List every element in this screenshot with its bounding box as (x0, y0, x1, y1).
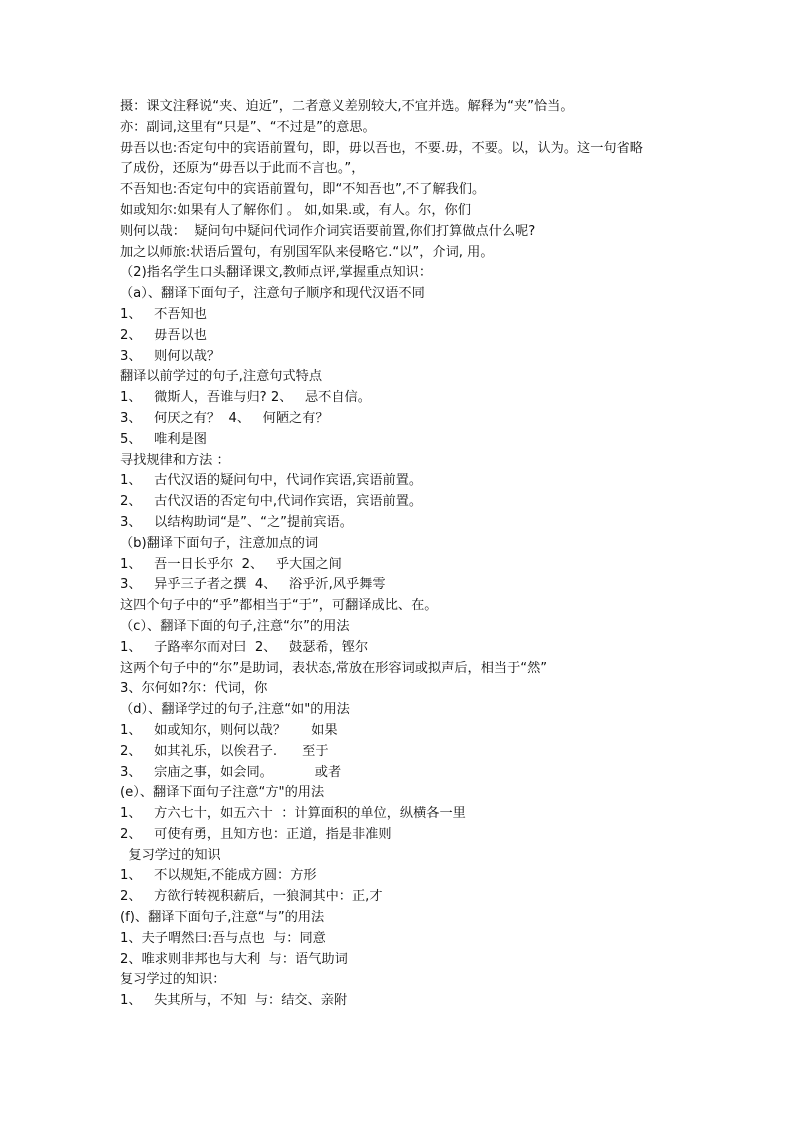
text-line: 2、 毋吾以也 (120, 327, 207, 343)
text-line: 复习学过的知识 (120, 847, 221, 863)
text-line: 加之以师旅:状语后置句，有别国军队来侵略它.“以”，介词, 用。 (120, 244, 494, 260)
text-line: 1、 子路率尔而对曰 2、 鼓瑟希，铿尔 (120, 639, 369, 655)
text-line: (e）、翻译下面句子注意“方"的用法 (120, 785, 325, 801)
text-line: 3、 以结构助词“是”、“之”提前宾语。 (120, 514, 353, 530)
text-line: 2、 可使有勇，且知方也：正道，指是非准则 (120, 826, 392, 842)
document-body (120, 97, 700, 1012)
text-line: 了成份，还原为“毋吾以于此而不言也。”， (120, 161, 365, 177)
text-line: （c）、翻译下面的句子,注意“尔”的用法 (120, 618, 350, 634)
text-line: 3、尔何如?尔：代词，你 (120, 681, 268, 697)
text-line: （2)指名学生口头翻译课文,教师点评,掌握重点知识： (120, 265, 433, 281)
text-line: （b)翻译下面句子，注意加点的词 (120, 535, 319, 551)
text-line: 1、 失其所与，不知 与：结交、亲附 (120, 993, 348, 1009)
text-line: 不吾知也:否定句中的宾语前置句，即“不知吾也”,不了解我们。 (120, 182, 486, 198)
text-line: 1、 方六七十，如五六十 ：计算面积的单位，纵横各一里 (120, 806, 466, 822)
text-line: (f)、翻译下面句子,注意“与”的用法 (120, 910, 325, 926)
text-line: 3、 则何以哉？ (120, 348, 221, 364)
text-line: 1、 如或知尔，则何以哉？ 如果 (120, 722, 338, 738)
text-line: 1、 吾一日长乎尔 2、 乎大国之间 (120, 556, 342, 572)
text-line: 这两个句子中的“尔”是助词，表状态,常放在形容词或拟声后，相当于“然” (120, 660, 548, 676)
text-line: （d）、翻译学过的句子,注意“如"的用法 (120, 702, 350, 718)
text-line: 如或知尔:如果有人了解你们 。 如,如果.或，有人。尔，你们 (120, 202, 471, 218)
text-line: 翻译以前学过的句子,注意句式特点 (120, 369, 323, 385)
text-line: 2、 古代汉语的否定句中,代词作宾语，宾语前置。 (120, 494, 423, 510)
text-line: 毋吾以也:否定句中的宾语前置句，即，毋以吾也，不要.毋，不要。以，认为。这一句省略 (120, 140, 643, 156)
text-line: 1、 微斯人，吾谁与归? 2、 忌不自信。 (120, 390, 371, 406)
text-line: 1、 不以规矩,不能成方圆：方形 (120, 868, 317, 884)
text-line: 这四个句子中的“乎”都相当于“于”，可翻译成比、在。 (120, 598, 438, 614)
text-line: 3、 异乎三子者之撰 4、 浴乎沂,风乎舞雩 (120, 577, 386, 593)
text-line: 复习学过的知识： (120, 972, 226, 988)
text-line: 亦：副词,这里有“只是”、“不过是”的意思。 (120, 119, 376, 135)
text-line: 1、夫子喟然曰:吾与点也 与：同意 (120, 930, 326, 946)
text-line: 摄：课文注释说“夹、迫近”，二者意义差别较大,不宜并选。解释为“夹”恰当。 (120, 99, 574, 114)
text-line: 寻找规律和方法 ： (120, 452, 230, 468)
text-line: 2、唯求则非邦也与大利 与：语气助词 (120, 951, 348, 967)
text-line: 则何以哉： 疑问句中疑问代词作介词宾语要前置,你们打算做点什么呢? (120, 223, 536, 239)
text-line: 2、 方欲行转视积薪后，一狼洞其中：正,才 (120, 889, 383, 905)
text-line: 3、 何厌之有？ 4、 何陋之有？ (120, 410, 329, 426)
text-line: 1、 古代汉语的疑问句中，代词作宾语,宾语前置。 (120, 473, 423, 489)
text-line: 5、 唯利是图 (120, 431, 207, 447)
text-line: 3、 宗庙之事，如会同。 或者 (120, 764, 342, 780)
text-line: 1、 不吾知也 (120, 306, 207, 322)
text-line: 2、 如其礼乐，以俟君子. 至于 (120, 743, 329, 759)
text-line: （a）、翻译下面句子，注意句子顺序和现代汉语不同 (120, 286, 425, 302)
